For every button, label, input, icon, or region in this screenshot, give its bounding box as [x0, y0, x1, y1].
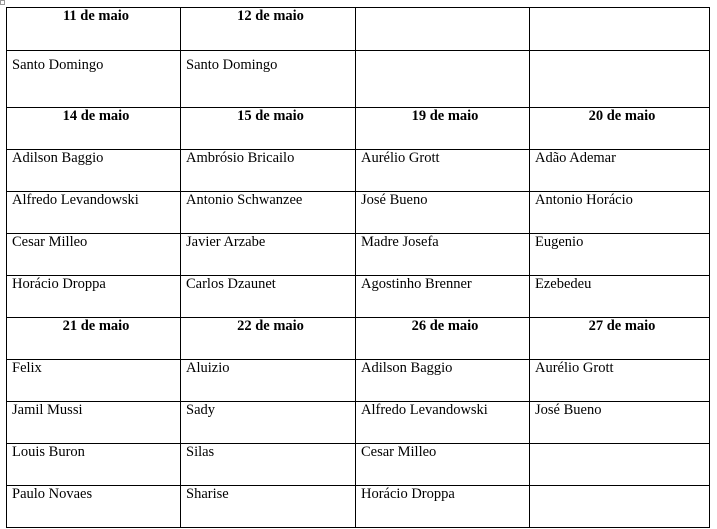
name-cell: Javier Arzabe [181, 234, 356, 276]
table-row [7, 192, 710, 234]
name-cell: Carlos Dzaunet [181, 276, 356, 318]
table-row [7, 150, 710, 192]
name-cell: Alfredo Levandowski [7, 192, 181, 234]
name-cell: José Bueno [356, 192, 530, 234]
date-header-cell: 22 de maio [181, 318, 356, 360]
date-header-cell: 14 de maio [7, 108, 181, 150]
date-header-cell [356, 8, 530, 51]
name-cell: Sady [181, 402, 356, 444]
table-row [7, 360, 710, 402]
table-row [7, 276, 710, 318]
name-cell: Ambrósio Bricailo [181, 150, 356, 192]
name-cell: Santo Domingo [7, 51, 181, 108]
name-cell [530, 444, 710, 486]
name-cell: Aurélio Grott [530, 360, 710, 402]
name-cell [530, 51, 710, 108]
name-cell: Cesar Milleo [356, 444, 530, 486]
name-cell: José Bueno [530, 402, 710, 444]
name-cell: Ezebedeu [530, 276, 710, 318]
name-cell: Eugenio [530, 234, 710, 276]
name-cell: Aluizio [181, 360, 356, 402]
name-cell: Silas [181, 444, 356, 486]
name-cell [530, 486, 710, 528]
schedule-table [6, 7, 710, 528]
name-cell: Cesar Milleo [7, 234, 181, 276]
name-cell: Louis Buron [7, 444, 181, 486]
date-header-row [7, 8, 710, 51]
table-row [7, 51, 710, 108]
table-row [7, 444, 710, 486]
table-row [7, 234, 710, 276]
name-cell: Madre Josefa [356, 234, 530, 276]
name-cell: Horácio Droppa [7, 276, 181, 318]
name-cell: Antonio Schwanzee [181, 192, 356, 234]
date-header-cell: 11 de maio [7, 8, 181, 51]
name-cell: Horácio Droppa [356, 486, 530, 528]
date-header-cell: 26 de maio [356, 318, 530, 360]
table-row [7, 402, 710, 444]
name-cell: Adilson Baggio [7, 150, 181, 192]
name-cell: Santo Domingo [181, 51, 356, 108]
date-header-row [7, 108, 710, 150]
name-cell: Adão Ademar [530, 150, 710, 192]
name-cell: Antonio Horácio [530, 192, 710, 234]
date-header-row [7, 318, 710, 360]
name-cell: Adilson Baggio [356, 360, 530, 402]
date-header-cell: 12 de maio [181, 8, 356, 51]
table-row [7, 486, 710, 528]
date-header-cell: 21 de maio [7, 318, 181, 360]
date-header-cell [530, 8, 710, 51]
name-cell [356, 51, 530, 108]
name-cell: Agostinho Brenner [356, 276, 530, 318]
name-cell: Aurélio Grott [356, 150, 530, 192]
name-cell: Paulo Novaes [7, 486, 181, 528]
name-cell: Jamil Mussi [7, 402, 181, 444]
date-header-cell: 15 de maio [181, 108, 356, 150]
name-cell: Alfredo Levandowski [356, 402, 530, 444]
table-move-handle-icon[interactable] [0, 0, 5, 5]
name-cell: Sharise [181, 486, 356, 528]
date-header-cell: 19 de maio [356, 108, 530, 150]
date-header-cell: 20 de maio [530, 108, 710, 150]
date-header-cell: 27 de maio [530, 318, 710, 360]
name-cell: Felix [7, 360, 181, 402]
